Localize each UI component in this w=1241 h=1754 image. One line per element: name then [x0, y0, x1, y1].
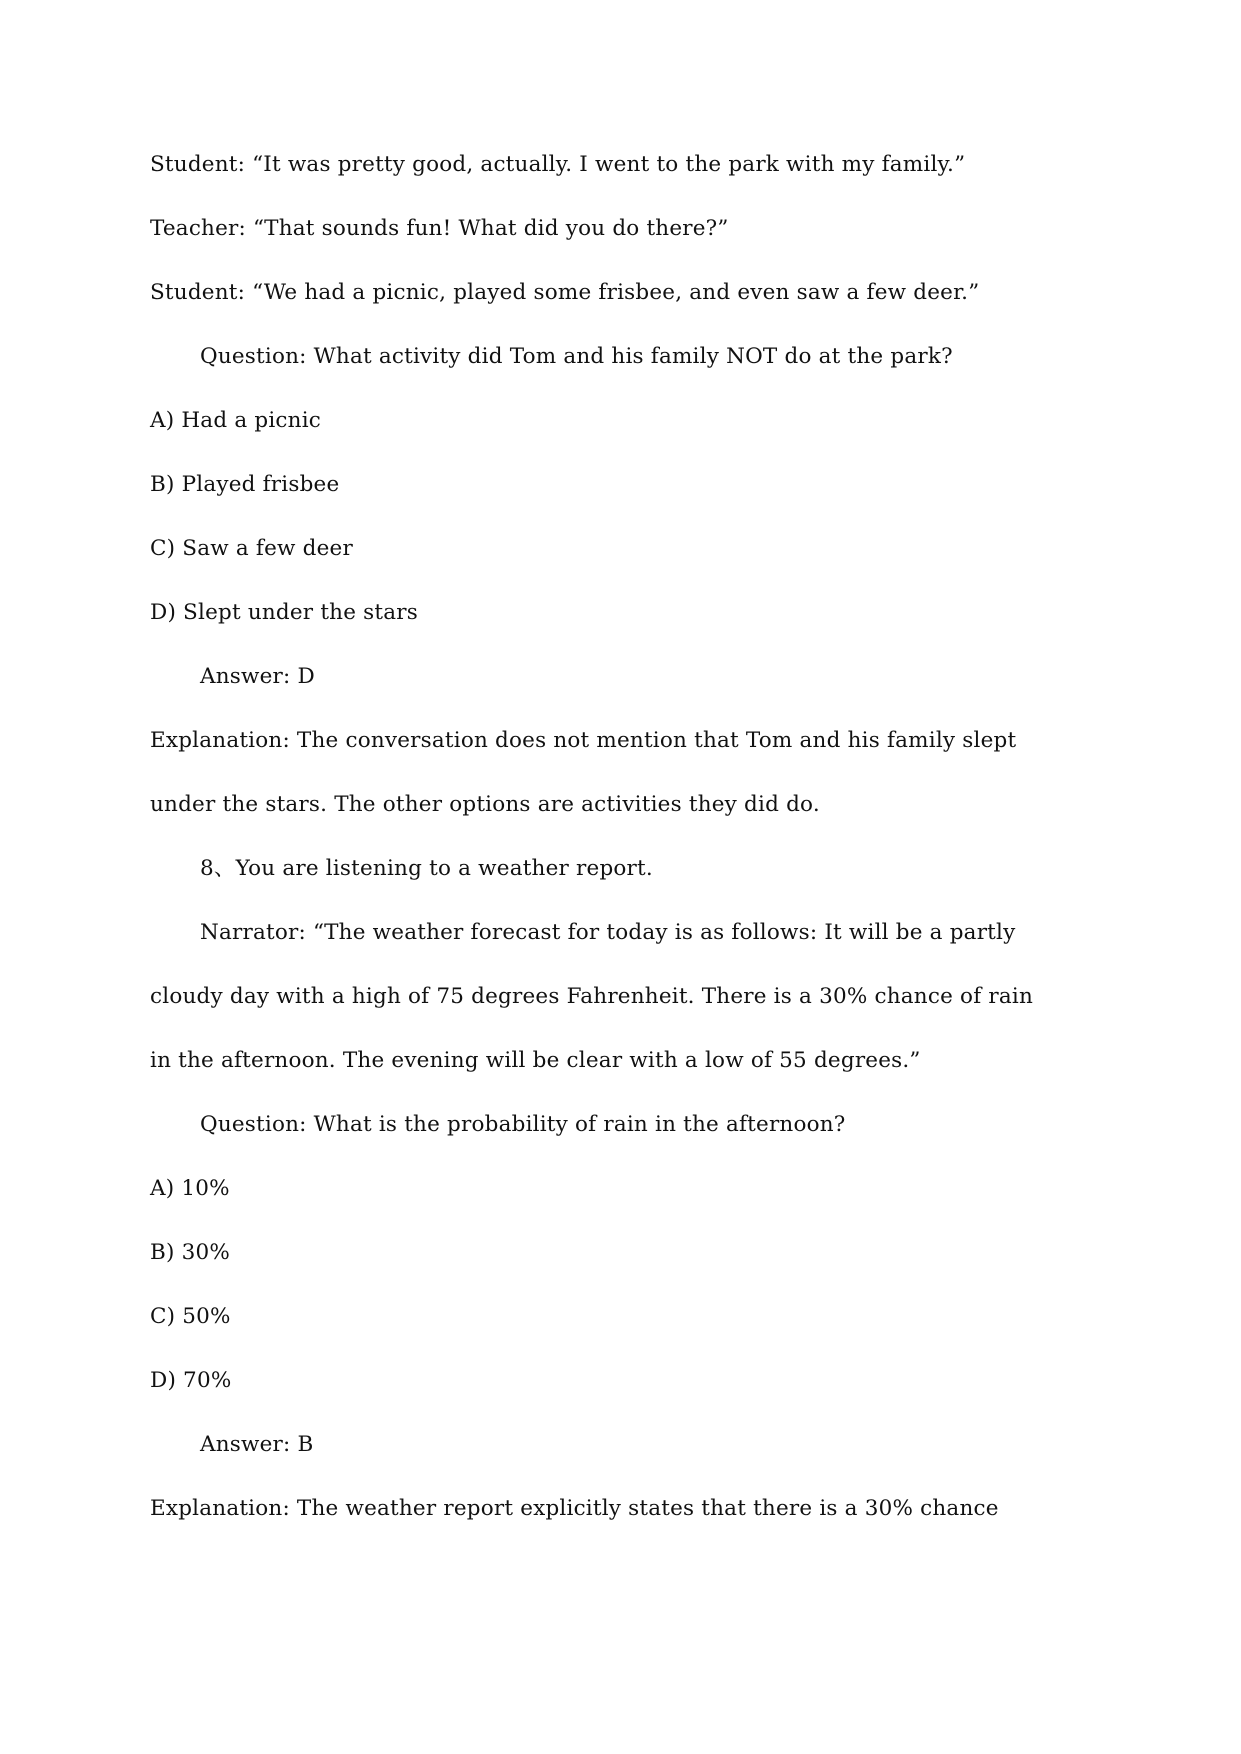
- question-text: Question: What is the probability of rain in the afternoon?: [200, 1112, 846, 1137]
- option-b: B) Played frisbee: [150, 472, 340, 497]
- option-d: D) 70%: [150, 1368, 232, 1393]
- option-c: C) 50%: [150, 1304, 231, 1329]
- option-d: D) Slept under the stars: [150, 600, 418, 625]
- dialogue-line: Student: “It was pretty good, actually. I went to the park with my family.”: [150, 152, 966, 177]
- option-a: A) 10%: [150, 1176, 230, 1201]
- narration-line: Narrator: “The weather forecast for today is as follows: It will be a partly: [200, 920, 1016, 945]
- explanation-line: Explanation: The conversation does not mention that Tom and his family slept: [150, 728, 1017, 753]
- narration-line: in the afternoon. The evening will be clear with a low of 55 degrees.”: [150, 1048, 921, 1073]
- explanation-line: under the stars. The other options are activities they did do.: [150, 792, 820, 817]
- dialogue-line: Teacher: “That sounds fun! What did you do there?”: [150, 216, 729, 241]
- option-c: C) Saw a few deer: [150, 536, 353, 561]
- narration-line: cloudy day with a high of 75 degrees Fahrenheit. There is a 30% chance of rain: [150, 984, 1034, 1009]
- question-text: Question: What activity did Tom and his family NOT do at the park?: [200, 344, 953, 369]
- option-b: B) 30%: [150, 1240, 231, 1265]
- explanation-line: Explanation: The weather report explicitly states that there is a 30% chance: [150, 1496, 999, 1521]
- answer-text: Answer: B: [200, 1432, 314, 1457]
- option-a: A) Had a picnic: [150, 408, 322, 433]
- dialogue-line: Student: “We had a picnic, played some frisbee, and even saw a few deer.”: [150, 280, 980, 305]
- answer-text: Answer: D: [200, 664, 315, 689]
- question-heading: 8、You are listening to a weather report.: [200, 856, 653, 881]
